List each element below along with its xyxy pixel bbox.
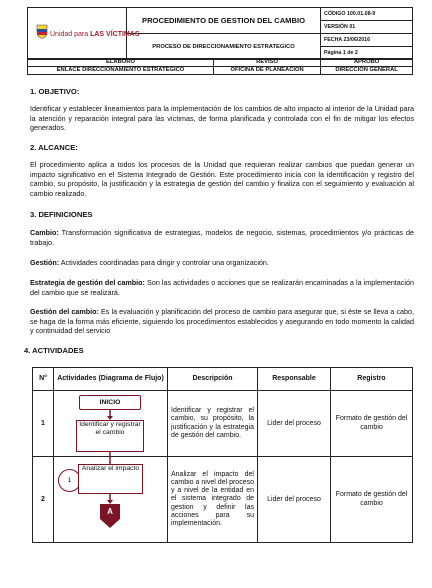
col-header-responsible: Responsable xyxy=(258,368,331,391)
document-header xyxy=(27,7,413,60)
row-number: 1 xyxy=(33,391,54,457)
definition-estrategia: Estrategia de gestión del cambio: Son las actividades o acciones que se realizarán encaminadas a la implementación del cambio que se realizará. xyxy=(30,278,414,297)
col-header-description: Descripción xyxy=(168,368,258,391)
definition-gestion-cambio: Gestión del cambio: Es la evaluación y planificación del proceso de cambio para asegurar que, si éste se lleva a cabo, se haga de la forma más eficiente, siguiendo los procedimientos establecidos y asegurando en todo momento la calidad y continuidad del servicio xyxy=(30,307,414,336)
section-alcance-heading: 2. ALCANCE: xyxy=(30,143,78,152)
table-row xyxy=(33,457,413,543)
document-subtitle: PROCESO DE DIRECCIONAMIENTO ESTRATEGICO xyxy=(127,34,321,60)
document-version: VERSIÓN 01 xyxy=(321,21,413,34)
sig-header-reviso: REVISÓ xyxy=(213,59,320,67)
colombia-shield-icon xyxy=(36,24,48,39)
row-record: Formato de gestión del cambio xyxy=(331,457,413,543)
table-header-row xyxy=(33,368,413,391)
sig-value-elaboro: ENLACE DIRECCIONAMIENTO ESTRATEGICO xyxy=(28,67,214,75)
definition-gestion: Gestión: Actividades coordinadas para dirigir y controlar una organización. xyxy=(30,258,269,267)
flow-connector-in: 1 xyxy=(58,469,81,492)
flow-cell xyxy=(54,457,168,543)
document-code: CÓDIGO 100.01.08-9 xyxy=(321,8,413,21)
flow-start-terminal: INICIO xyxy=(79,395,141,410)
definition-cambio: Cambio: Transformación significativa de estrategias, modelos de negocio, sistemas, procedimientos y/o prácticas de trabajo. xyxy=(30,228,414,247)
sig-header-elaboro: ELABORÓ xyxy=(28,59,214,67)
flow-process-box: Analizar el impacto xyxy=(78,464,143,494)
approval-table xyxy=(27,58,413,75)
row-responsible: Lider del proceso xyxy=(258,391,331,457)
section-actividades-heading: 4. ACTIVIDADES xyxy=(24,346,84,355)
flow-process-box: Identificar y registrar el cambio xyxy=(76,420,144,452)
logo-text: Unidad para LAS VÍCTIMAS xyxy=(50,31,140,38)
col-header-record: Registro xyxy=(331,368,413,391)
document-title: PROCEDIMIENTO DE GESTION DEL CAMBIO xyxy=(127,8,321,34)
section-alcance-text: El procedimiento aplica a todos los procesos de la Unidad que requieran realizar cambios que puedan generar un impacto significativo en el Sistema Integrado de Gestión. Este procedimiento inicia con la identificación y registro del cambio, su propósito, la justificación y la estrategia de gestión del cambio y finaliza con el seguimiento y evaluación al cambio realizado. xyxy=(30,160,414,198)
col-header-num: N° xyxy=(33,368,54,391)
section-objetivo-heading: 1. OBJETIVO: xyxy=(30,87,80,96)
col-header-flow: Actividades (Diagrama de Flujo) xyxy=(54,368,168,391)
logo-cell xyxy=(28,8,140,60)
row-number: 2 xyxy=(33,457,54,543)
page-number: Página 1 de 2 xyxy=(321,47,413,60)
section-definiciones-heading: 3. DEFINICIONES xyxy=(30,210,93,219)
row-description: Identificar y registrar el cambio, su propósito, la justificación y la estrategia de gestión del cambio. xyxy=(168,391,258,457)
row-description: Analizar el impacto del cambio a nivel del proceso y a nivel de la entidad en el sistema integrado de gestion y definir las acciones para su implementación. xyxy=(168,457,258,543)
sig-value-aprobo: DIRECCION GENERAL xyxy=(321,67,413,75)
row-record: Formato de gestión del cambio xyxy=(331,391,413,457)
sig-value-reviso: OFICINA DE PLANEACION xyxy=(213,67,320,75)
section-objetivo-text: Identificar y establecer lineamientos para la implementación de los cambios de alto impacto al interior de la Unidad para la atención y reparación integral para las víctimas, de forma planificada y controlada con el fin de mitigar los efectos generados. xyxy=(30,104,414,133)
flow-cell xyxy=(54,391,168,457)
table-row xyxy=(33,391,413,457)
row-responsible: Lider del proceso xyxy=(258,457,331,543)
offpage-connector-label: A xyxy=(107,507,113,516)
activities-table xyxy=(32,367,413,543)
sig-header-aprobo: APROBÓ xyxy=(321,59,413,67)
document-date: FECHA 23/06/2016 xyxy=(321,34,413,47)
